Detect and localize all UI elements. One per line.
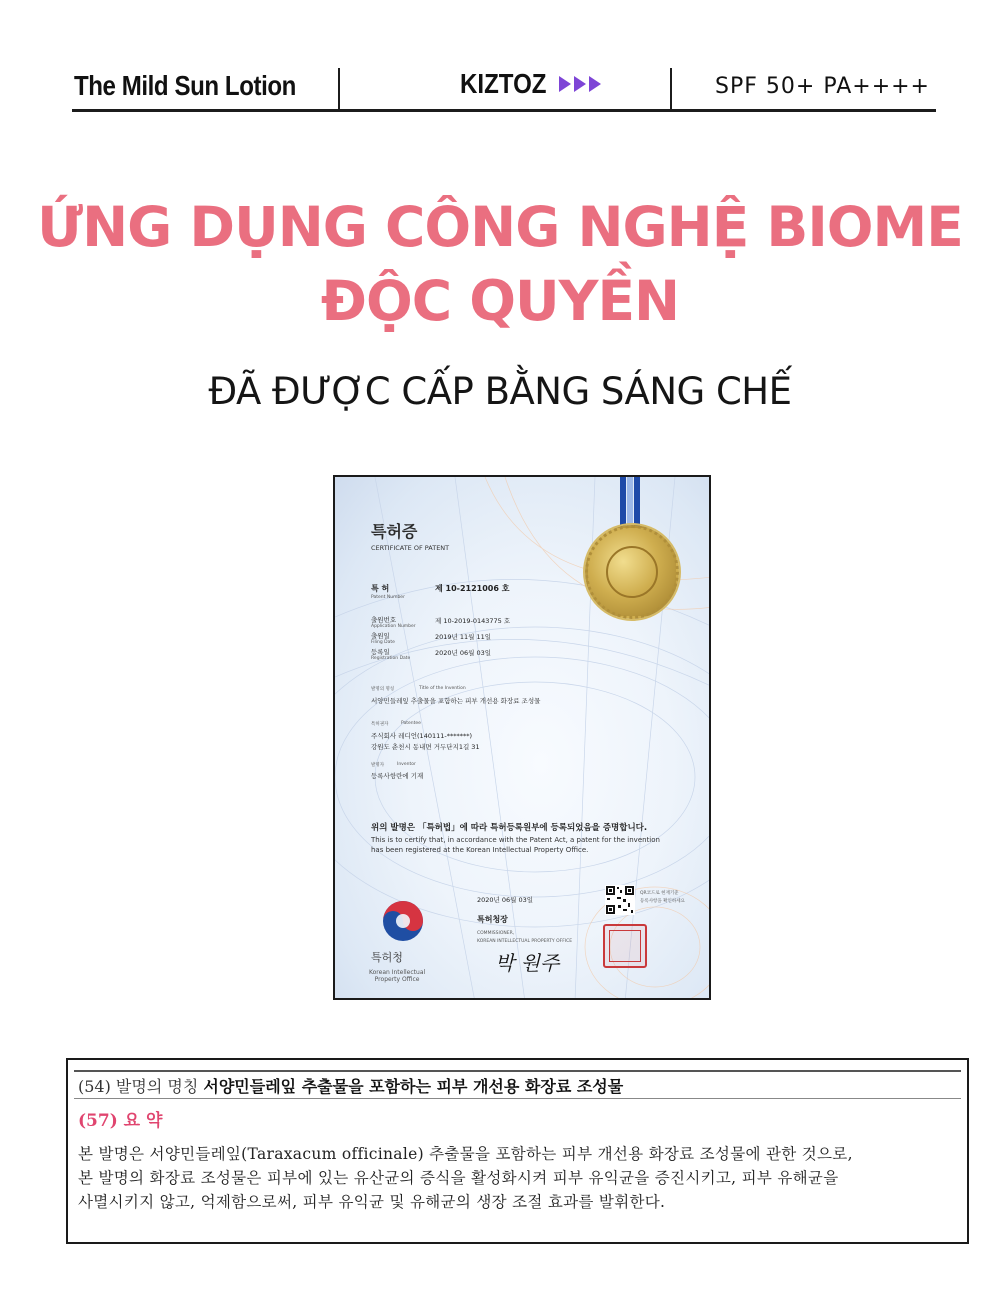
patent-certificate: 특허증 CERTIFICATE OF PATENT 특 허 Patent Number 제 10-2121006 호 출원번호 Application Number 제 10-2019-0143775 호 출원일 Filing Date 2019년 11월 11일 등록일 Registration Date 2020년 06월 03일 발명의 명칭 Title of the Invention 서양민들레잎 추출물을 포함하는 피부 개선용 화장료 조성물 특허권자 Patentee 주식회사 레디언(140111-*******) 강원도 춘천시 동내면 거두단지1길 31 발명자 Inventor 등록사항란에 기재 위의 발명은 「특허법」에 따라 특허등록원부에 등록되었음을 증명합니다. This is to certify that, in accordance with the Patent Act, a patent for the invention has been registered at the Korean Intellectual Property Office. 2020년 06월 03일 특허청장 COMMISSIONER, KOREAN INTELLECTUAL PROPERTY OFFICE 박 원주 QR코드로 현재기준 등록사항을 확인하세요 특허청 Korean Intellectual Property Office xyxy=(333,475,711,1000)
patent-number: 제 10-2121006 호 xyxy=(435,584,510,593)
subheadline: ĐÃ ĐƯỢC CẤP BẰNG SÁNG CHẾ xyxy=(208,370,792,413)
abstract-line-1: 본 발명은 서양민들레잎(Taraxacum officinale) 추출물을 포함하는 피부 개선용 화장료 조성물에 관한 것으로, xyxy=(78,1145,853,1163)
abstract-heading: (57) 요 약 xyxy=(78,1111,163,1131)
abstract-text xyxy=(78,1142,960,1214)
official-red-stamp xyxy=(603,924,647,968)
brand-logo: KIZTOZ xyxy=(460,68,547,99)
commissioner-signature: 박 원주 xyxy=(495,951,560,975)
qr-code-icon xyxy=(605,885,635,915)
divider xyxy=(74,1070,961,1072)
abstract-line-2: 본 발명의 화장료 조성물은 피부에 있는 유산균의 증식을 활성화시켜 피부 유익균을 증진시키고, 피부 유해균을 xyxy=(78,1169,839,1187)
headline xyxy=(0,190,1000,338)
spf-rating: SPF 50+ PA++++ xyxy=(715,74,930,99)
header-divider-right xyxy=(670,68,672,110)
headline-line-2: ĐỘC QUYỀN xyxy=(320,269,680,333)
invention-title: 서양민들레잎 추출물을 포함하는 피부 개선용 화장료 조성물 xyxy=(371,697,541,705)
certificate-title: 특허증 xyxy=(371,522,418,541)
kipo-taegeuk-logo-icon xyxy=(379,897,427,945)
invention-name: (54) 발명의 명칭 서양민들레잎 추출물을 포함하는 피부 개선용 화장료 조성물 xyxy=(78,1077,624,1096)
abstract-line-3: 사멸시키지 않고, 억제함으로써, 피부 유익균 및 유해균의 생장 조절 효과를 발휘한다. xyxy=(78,1193,666,1211)
certificate-statement: 위의 발명은 「특허법」에 따라 특허등록원부에 등록되었음을 증명합니다. xyxy=(371,823,648,833)
patent-abstract-box xyxy=(66,1058,969,1244)
gold-seal xyxy=(585,525,679,619)
brand-group xyxy=(460,68,601,100)
issue-date: 2020년 06월 03일 xyxy=(477,896,534,904)
divider xyxy=(74,1098,961,1099)
certificate-subtitle: CERTIFICATE OF PATENT xyxy=(371,544,450,552)
product-name: The Mild Sun Lotion xyxy=(74,70,296,101)
kipo-name-korean: 특허청 xyxy=(371,951,403,964)
triple-arrow-icon xyxy=(559,76,601,92)
headline-line-1: ỨNG DỤNG CÔNG NGHỆ BIOME xyxy=(37,195,963,259)
kipo-name-english: Korean Intellectual Property Office xyxy=(369,969,426,983)
header-bar xyxy=(72,62,936,112)
header-divider-left xyxy=(338,68,340,110)
